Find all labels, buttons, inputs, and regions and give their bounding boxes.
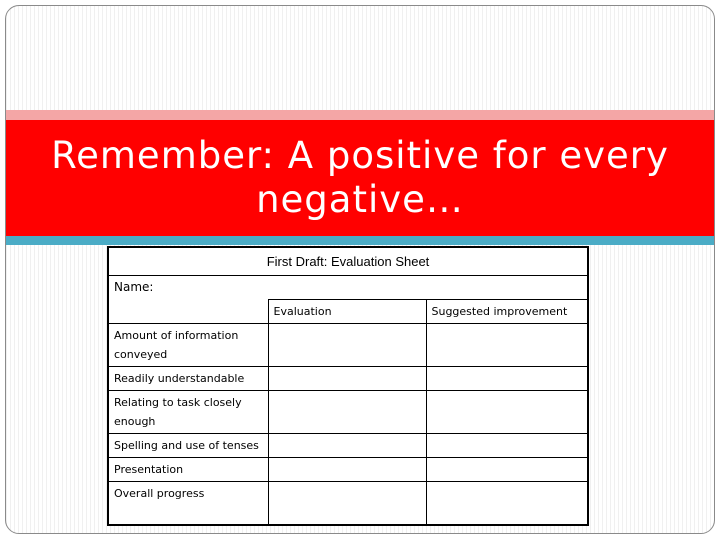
evaluation-cell[interactable] <box>268 390 426 433</box>
row-label: Spelling and use of tenses <box>108 433 268 457</box>
accent-band-top <box>6 110 714 120</box>
name-label: Name: <box>108 275 588 299</box>
improvement-cell[interactable] <box>426 366 588 390</box>
row-label: Overall progress <box>108 481 268 525</box>
improvement-cell[interactable] <box>426 457 588 481</box>
slide-title: Remember: A positive for every negative… <box>51 134 669 221</box>
improvement-cell[interactable] <box>426 390 588 433</box>
corner-cell <box>108 299 268 323</box>
row-label: Readily understandable <box>108 366 268 390</box>
evaluation-cell[interactable] <box>268 323 426 366</box>
title-band <box>6 120 714 236</box>
evaluation-cell[interactable] <box>268 457 426 481</box>
row-label: Relating to task closely enough <box>108 390 268 433</box>
evaluation-sheet-table <box>107 246 589 526</box>
accent-band-bottom <box>6 236 714 245</box>
row-label: Presentation <box>108 457 268 481</box>
sheet-heading: First Draft: Evaluation Sheet <box>108 247 588 275</box>
improvement-cell[interactable] <box>426 323 588 366</box>
column-header-evaluation: Evaluation <box>268 299 426 323</box>
evaluation-cell[interactable] <box>268 481 426 525</box>
row-label: Amount of information conveyed <box>108 323 268 366</box>
improvement-cell[interactable] <box>426 433 588 457</box>
column-header-suggested-improvement: Suggested improvement <box>426 299 588 323</box>
improvement-cell[interactable] <box>426 481 588 525</box>
evaluation-cell[interactable] <box>268 433 426 457</box>
evaluation-cell[interactable] <box>268 366 426 390</box>
